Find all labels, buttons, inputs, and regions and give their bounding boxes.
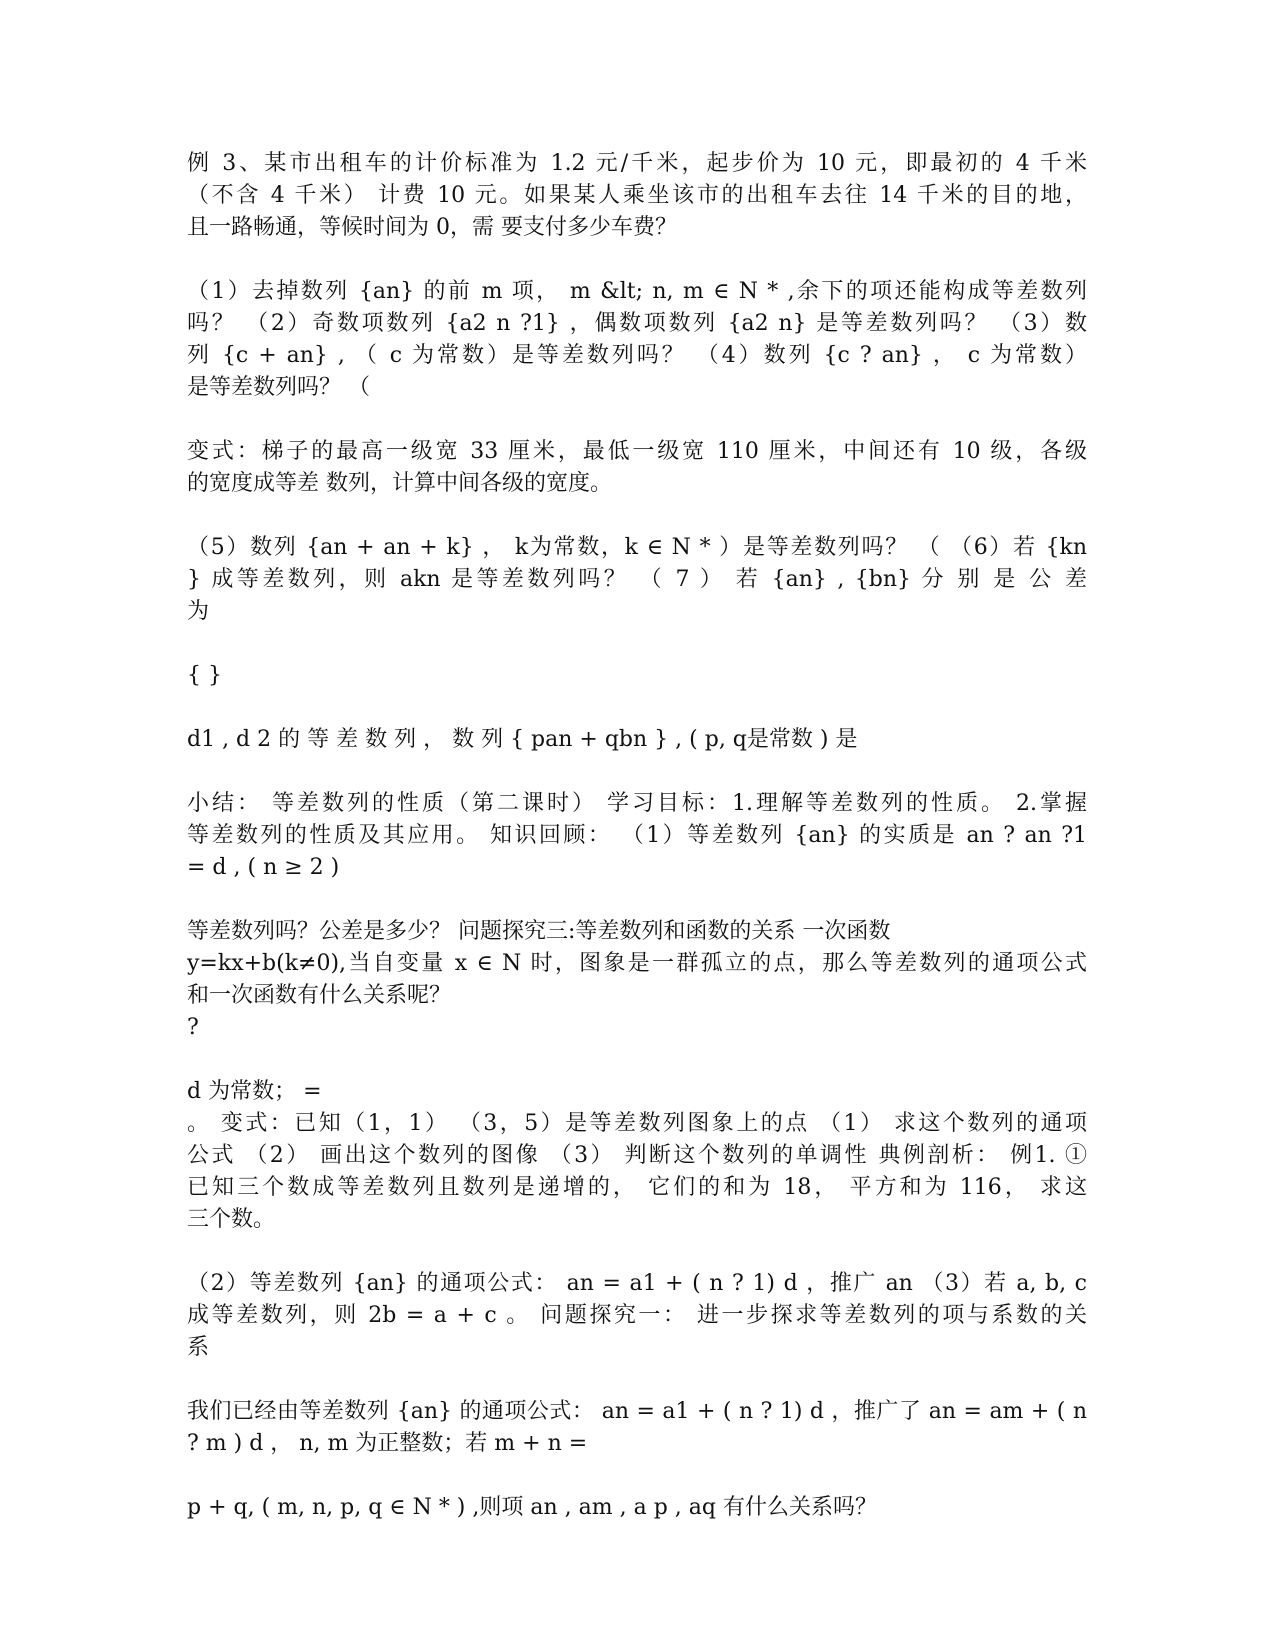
text-line: { } [187, 663, 222, 688]
text-line: 为 [187, 599, 210, 624]
text-line: 公式 （2） 画出这个数列的图像 （3） 判断这个数列的单调性 典例剖析： 例1. ① [187, 1143, 1087, 1168]
text-line: d1 , d 2 的 等 差 数 列 ， 数 列 { pan + qbn } , ( p, q是常数 ) 是 [187, 727, 858, 752]
paragraph-summary [187, 788, 1087, 884]
text-line: ? m ) d ， n, m 为正整数；若 m + n = [187, 1431, 588, 1456]
text-line: 和一次函数有什么关系呢？ [187, 983, 452, 1008]
text-line: 等差数列吗？公差是多少？ 问题探究三:等差数列和函数的关系 一次函数 [187, 919, 891, 944]
paragraph-example-3 [187, 148, 1087, 244]
text-line: 系 [187, 1335, 210, 1360]
text-line: 例 3、某市出租车的计价标准为 1.2 元/千米，起步价为 10 元，即最初的 4 千米 [187, 151, 1087, 176]
paragraph-general-term [187, 1268, 1087, 1364]
text-line: 已知三个数成等差数列且数列是递增的， 它们的和为 18， 平方和为 116， 求这 [187, 1175, 1087, 1200]
text-line: 成等差数列，则 2b = a + c 。 问题探究一： 进一步探求等差数列的项与系数的关 [187, 1303, 1087, 1328]
text-line: 三个数。 [187, 1207, 276, 1232]
paragraph-braces [187, 660, 1087, 692]
text-line: （5）数列 {an + an + k} ， k为常数，k ∈ N * ）是等差数列吗？ （ （6）若 {kn [187, 535, 1087, 560]
text-line: 列 {c + an} , （ c 为常数）是等差数列吗？ （4）数列 {c ? an} ， c 为常数） [187, 343, 1087, 368]
paragraph-function-relation [187, 916, 1087, 1044]
paragraph-d1-d2 [187, 724, 1087, 756]
paragraph-variant-example-1 [187, 1076, 1087, 1236]
text-line: ? [187, 1015, 199, 1040]
text-line: = d , ( n ≥ 2 ) [187, 855, 340, 880]
paragraph-term-relation [187, 1492, 1087, 1524]
text-line: 且一路畅通，等候时间为 0，需 要支付多少车费？ [187, 215, 677, 240]
paragraph-generalized-formula [187, 1396, 1087, 1460]
text-line: 吗？ （2）奇数项数列 {a2 n ?1} ，偶数项数列 {a2 n} 是等差数列吗？ （3）数 [187, 311, 1087, 336]
text-line: 变式：梯子的最高一级宽 33 厘米，最低一级宽 110 厘米，中间还有 10 级，各级 [187, 439, 1087, 464]
text-line: p + q, ( m, n, p, q ∈ N * ) ,则项 an , am , a p , aq 有什么关系吗？ [187, 1495, 877, 1520]
text-line: （1）去掉数列 {an} 的前 m 项， m &lt; n, m ∈ N * ,余下的项还能构成等差数列 [187, 279, 1087, 304]
text-line: 的宽度成等差 数列，计算中间各级的宽度。 [187, 471, 612, 496]
text-line: （2）等差数列 {an} 的通项公式： an = a1 + ( n ? 1) d ，推广 an （3）若 a, b, c [187, 1271, 1087, 1296]
document-body [187, 148, 1087, 1556]
text-line: y=kx+b(k≠0),当自变量 x ∈ N 时，图象是一群孤立的点，那么等差数列的通项公式 [187, 951, 1087, 976]
text-line: 。 变式：已知（1，1） （3，5）是等差数列图象上的点 （1） 求这个数列的通项 [187, 1111, 1087, 1136]
paragraph-questions-1-4 [187, 276, 1087, 404]
text-line: （不含 4 千米） 计费 10 元。如果某人乘坐该市的出租车去往 14 千米的目的地， [187, 183, 1087, 208]
text-line: } 成等差数列，则 akn 是等差数列吗？ （ 7 ） 若 {an} , {bn} 分 别 是 公 差 [187, 567, 1087, 592]
text-line: 等差数列的性质及其应用。 知识回顾： （1）等差数列 {an} 的实质是 an ? an ?1 [187, 823, 1087, 848]
text-line: 我们已经由等差数列 {an} 的通项公式： an = a1 + ( n ? 1) d ，推广了 an = am + ( n [187, 1399, 1087, 1424]
paragraph-questions-5-7 [187, 532, 1087, 628]
text-line: d 为常数； = [187, 1079, 322, 1104]
text-line: 是等差数列吗？ （ [187, 375, 370, 400]
text-line: 小结： 等差数列的性质（第二课时） 学习目标：1.理解等差数列的性质。 2.掌握 [187, 791, 1087, 816]
paragraph-ladder-variant [187, 436, 1087, 500]
